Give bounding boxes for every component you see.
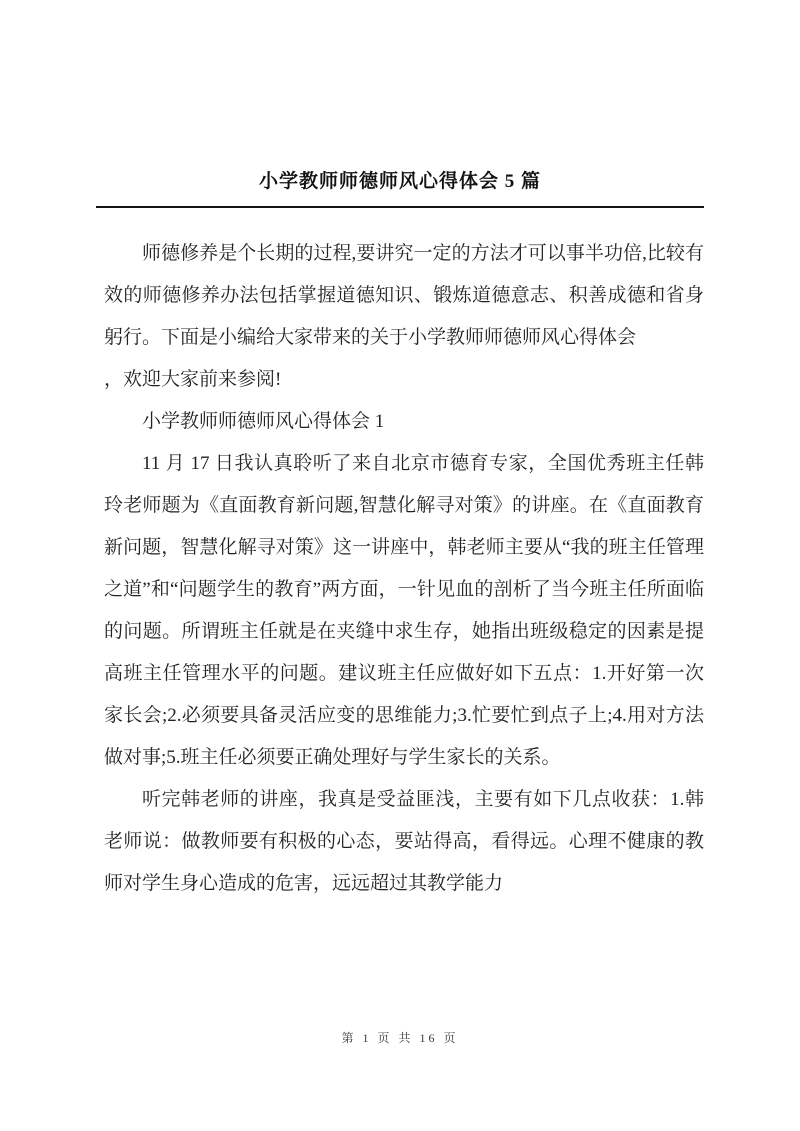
paragraph-intro-continuation: ，欢迎大家前来参阅! <box>104 369 282 390</box>
section-heading-essay-1: 小学教师师德师风心得体会 1 <box>142 411 385 432</box>
paragraph-essay-1-body: 11 月 17 日我认真聆听了来自北京市德育专家，全国优秀班主任韩玲老师题为《直面教育新问题,智慧化解寻对策》的讲座。在《直面教育新问题，智慧化解寻对策》这一讲座中，韩老师主要从“我的班主任管理之道”和“问题学生的教育”两方面，一针见血的剖析了当今班主任所面临的问题。所谓班主任就是在夹缝中求生存，她指出班级稳定的因素是提高班主任管理水平的问题。建议班主任应做好如下五点：1.开好第一次家长会;2.必须要具备灵活应变的思维能力;3.忙要忙到点子上;4.用对方法做对事;5.班主任必须要正确处理好与学生家长的关系。 <box>104 453 704 768</box>
page-title: 小学教师师德师风心得体会 5 篇 <box>258 171 541 192</box>
paragraph-intro: 师德修养是个长期的过程,要讲究一定的方法才可以事半功倍,比较有效的师德修养办法包括掌握道德知识、锻炼道德意志、积善成德和省身躬行。下面是小编给大家带来的关于小学教师师德师风心得体会 <box>104 243 704 348</box>
paragraph-essay-1-body-2: 听完韩老师的讲座，我真是受益匪浅，主要有如下几点收获：1.韩老师说：做教师要有积极的心态，要站得高，看得远。心理不健康的教师对学生身心造成的危害，远远超过其教学能力 <box>104 789 704 894</box>
document-body <box>0 208 800 905</box>
page-number-footer: 第 1 页 共 16 页 <box>341 1031 459 1045</box>
